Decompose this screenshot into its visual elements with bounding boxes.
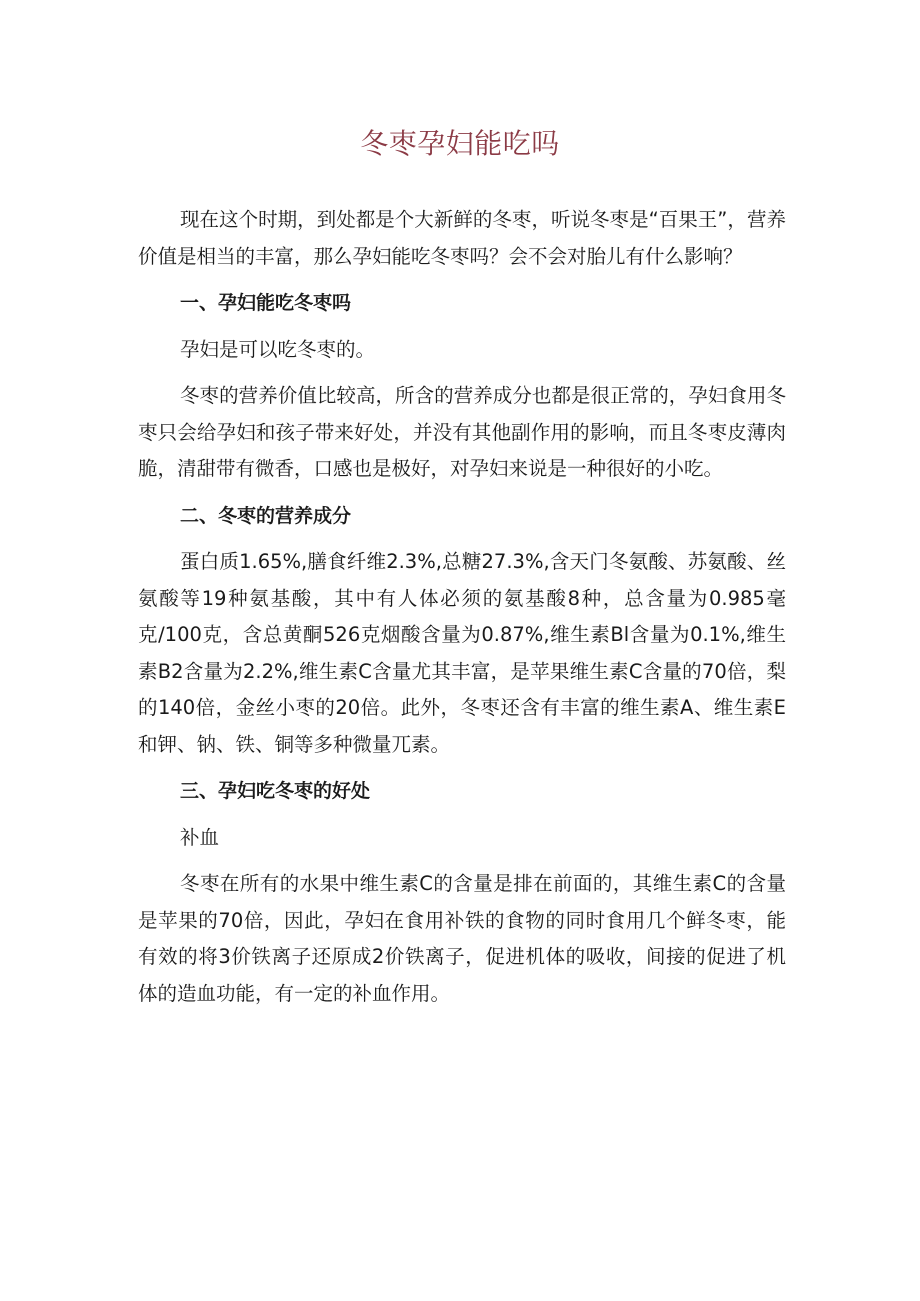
section3-paragraph-1: 冬枣在所有的水果中维生素C的含量是排在前面的，其维生素C的含量是苹果的70倍，因此，孕妇在食用补铁的食物的同时食用几个鲜冬枣，能有效的将3价铁离子还原成2价铁离子，促进机体的吸收，间接的促进了机体的造血功能，有一定的补血作用。 — [138, 872, 786, 1005]
section1-paragraph-1: 孕妇是可以吃冬枣的。 — [180, 337, 376, 361]
section2-paragraph-1: 蛋白质1.65%,膳食纤维2.3%,总糖27.3%,含天门冬氨酸、苏氨酸、丝氨酸等19种氨基酸，其中有人体必须的氨基酸8种，总含量为0.985毫克/100克，含总黄酮526克烟酸含量为0.87%,维生素Bl含量为0.1%,维生素B2含量为2.2%,维生素C含量尤其丰富，是苹果维生素C含量的70倍，梨的140倍，金丝小枣的20倍。此外，冬枣还含有丰富的维生素A、维生素E和钾、钠、铁、铜等多种微量兀素。 — [138, 550, 786, 756]
section1-paragraph-2: 冬枣的营养价值比较高，所含的营养成分也都是很正常的，孕妇食用冬枣只会给孕妇和孩子带来好处，并没有其他副作用的影响，而且冬枣皮薄肉脆，清甜带有微香，口感也是极好，对孕妇来说是一种很好的小吃。 — [138, 384, 786, 480]
section3-subheading: 补血 — [180, 825, 220, 849]
section-heading-1: 一、孕妇能吃冬枣吗 — [180, 292, 352, 314]
section-heading-3: 三、孕妇吃冬枣的好处 — [180, 780, 371, 802]
intro-paragraph: 现在这个时期，到处都是个大新鲜的冬枣，听说冬枣是“百果王”，营养价值是相当的丰富，那么孕妇能吃冬枣吗？会不会对胎儿有什么影响？ — [138, 208, 786, 268]
article-body — [138, 202, 786, 1012]
section-heading-2: 二、冬枣的营养成分 — [180, 504, 352, 527]
page-title: 冬枣孕妇能吃吗 — [360, 127, 560, 160]
